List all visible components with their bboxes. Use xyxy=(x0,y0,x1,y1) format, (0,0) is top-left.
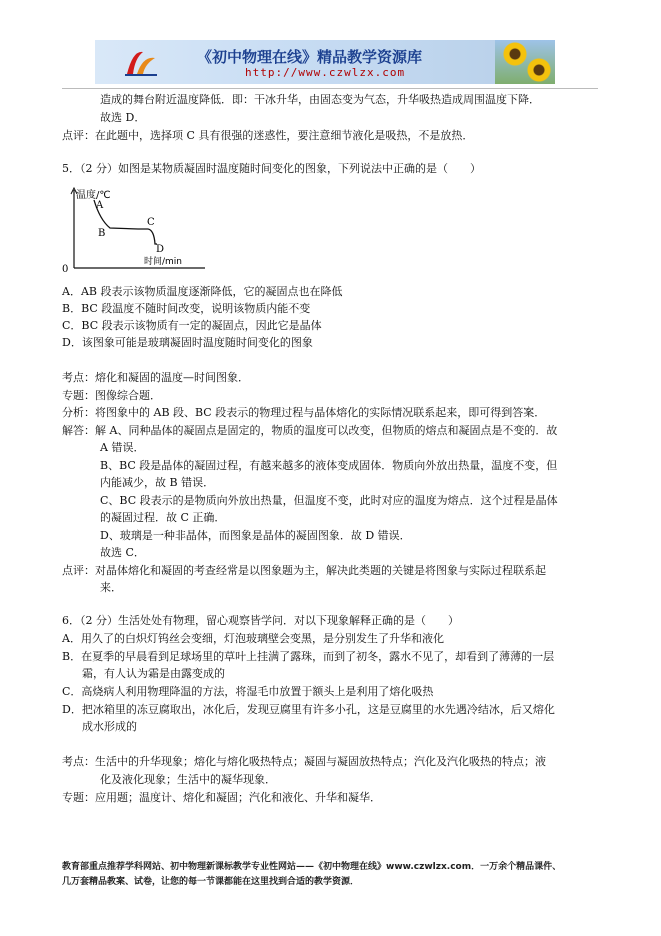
footer-line-2: 几万套精品教案、试卷，让您的每一节课都能在这里找到合适的教学资源． xyxy=(62,877,360,887)
text-line: 来． xyxy=(100,581,122,594)
text-line: 霜，有人认为霜是由露变成的 xyxy=(82,667,225,680)
text-line: 解答：解 A、同种晶体的凝固点是固定的，物质的温度可以改变，但物质的熔点和凝固点是不变的．故 xyxy=(62,424,558,437)
text-line: 内能减少，故 B 错误． xyxy=(100,476,215,489)
header-banner xyxy=(95,40,555,84)
text-line: 考点：熔化和凝固的温度—时间图象． xyxy=(62,371,249,384)
text-line: 考点：生活中的升华现象；熔化与熔化吸热特点；凝固与凝固放热特点；汽化及汽化吸热的特点；液 xyxy=(62,755,546,768)
point-a-label: A xyxy=(96,200,104,211)
y-axis-label: 温度/℃ xyxy=(76,190,111,201)
text-line: 故选 D． xyxy=(100,111,146,124)
header-url[interactable]: http://www.czwlzx.com xyxy=(245,66,406,79)
text-line: D、玻璃是一种非晶体，而图象是晶体的凝固图象．故 D 错误． xyxy=(100,529,411,542)
header-divider xyxy=(62,88,598,89)
text-line: 分析：将图象中的 AB 段、BC 段表示的物理过程与晶体熔化的实际情况联系起来，即可得到答案． xyxy=(62,406,546,419)
point-b-label: B xyxy=(98,228,106,239)
text-line: D．该图象可能是玻璃凝固时温度随时间变化的图象 xyxy=(62,336,313,349)
footer-line-1: 教育部重点推荐学科网站、初中物理新课标教学专业性网站——《初中物理在线》www.czwlzx.com．一万余个精品课件、 xyxy=(62,862,562,872)
point-d-label: D xyxy=(156,244,165,255)
text-line: B、BC 段是晶体的凝固过程，有越来越多的液体变成固体．物质向外放出热量，温度不变，但 xyxy=(100,459,558,472)
text-line: 造成的舞台附近温度降低．即：干冰升华，由固态变为气态，升华吸热造成周围温度下降． xyxy=(100,93,540,106)
sunflower-decoration-icon xyxy=(495,40,555,84)
header-title: 《初中物理在线》精品教学资源库 xyxy=(197,48,423,66)
text-line: A．用久了的白炽灯钨丝会变细，灯泡玻璃壁会变黑，是分别发生了升华和液化 xyxy=(62,632,444,645)
text-line: 化及液化现象；生活中的凝华现象． xyxy=(100,773,276,786)
text-line: B．BC 段温度不随时间改变，说明该物质内能不变 xyxy=(62,302,311,315)
origin-label: 0 xyxy=(62,264,69,274)
text-line: 专题：应用题；温度计、熔化和凝固；汽化和液化、升华和凝华． xyxy=(62,791,381,804)
text-line: 5．（2 分）如图是某物质凝固时温度随时间变化的图象，下列说法中正确的是（ ） xyxy=(62,162,481,175)
text-line: B．在夏季的早晨看到足球场里的草叶上挂满了露珠，而到了初冬，露水不见了，却看到了薄薄的一层 xyxy=(62,650,555,663)
text-line: 成水形成的 xyxy=(82,720,137,733)
text-line: C、BC 段表示的是物质向外放出热量，但温度不变，此时对应的温度为熔点．这个过程是晶体 xyxy=(100,494,558,507)
text-line: 专题：图像综合题． xyxy=(62,389,161,402)
text-line: A 错误． xyxy=(100,441,145,454)
text-line: 6．（2 分）生活处处有物理，留心观察皆学问．对以下现象解释正确的是（ ） xyxy=(62,614,459,627)
text-line: A．AB 段表示该物质温度逐渐降低，它的凝固点也在降低 xyxy=(62,285,343,298)
text-line: 点评：对晶体熔化和凝固的考查经常是以图象题为主，解决此类题的关键是将图象与实际过程联系起 xyxy=(62,564,546,577)
text-line: C．BC 段表示该物质有一定的凝固点，因此它是晶体 xyxy=(62,319,322,332)
text-line: 的凝固过程．故 C 正确． xyxy=(100,511,226,524)
text-line: C．高烧病人利用物理降温的方法，将湿毛巾放置于额头上是利用了熔化吸热 xyxy=(62,685,434,698)
text-line: 故选 C． xyxy=(100,546,145,559)
x-axis-label: 时间/min xyxy=(144,257,183,267)
text-line: D．把冰箱里的冻豆腐取出，冰化后，发现豆腐里有许多小孔，这是豆腐里的水先遇冷结冰，后又熔化 xyxy=(62,703,555,716)
site-logo-icon xyxy=(123,46,159,78)
temperature-time-graph xyxy=(60,186,210,278)
point-c-label: C xyxy=(147,217,155,228)
text-line: 点评：在此题中，选择项 C 具有很强的迷惑性，要注意细节液化是吸热，不是放热． xyxy=(62,129,474,142)
